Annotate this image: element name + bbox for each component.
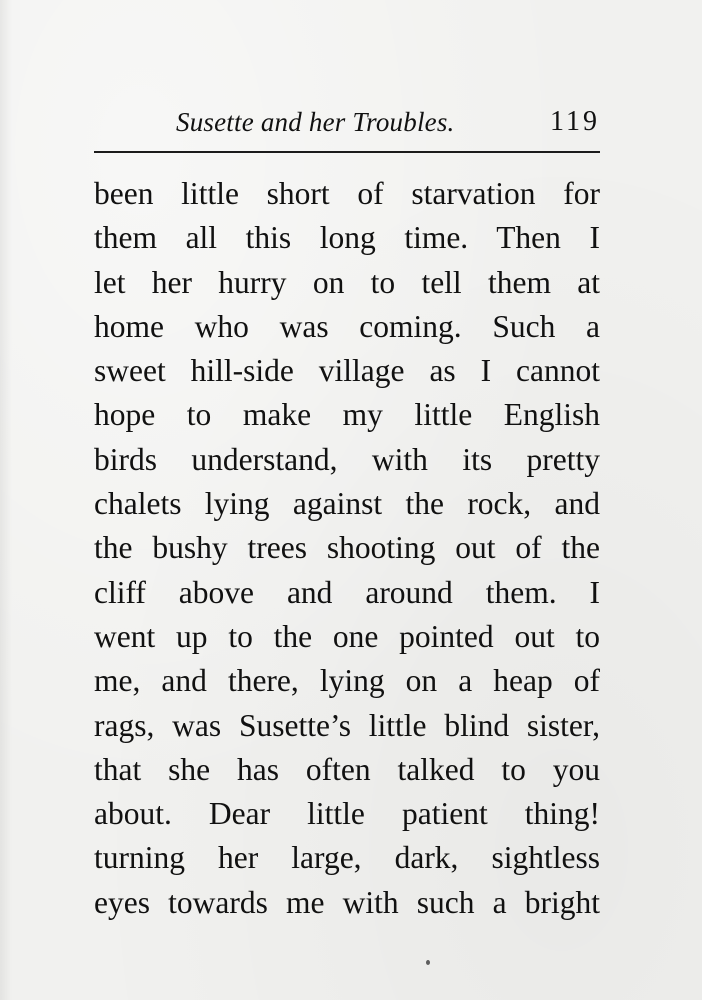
text-line: birds understand, with its pretty	[94, 441, 600, 477]
text-line: about. Dear little patient thing!	[94, 796, 600, 832]
text-line: been little short of starvation for	[94, 176, 600, 211]
text-line: turning her large, dark, sightless	[94, 840, 600, 876]
body-text	[94, 172, 600, 925]
header-rule	[94, 151, 600, 153]
text-line: rags, was Susette’s little blind sister,	[94, 707, 600, 743]
text-line: chalets lying against the rock, and	[94, 486, 600, 522]
text-line: eyes towards me with such a bright	[94, 884, 600, 920]
page-edge-shadow	[0, 0, 12, 1000]
running-title: Susette and her Troubles.	[176, 107, 455, 137]
text-line: sweet hill-side village as I cannot	[94, 353, 600, 389]
text-line: that she has often talked to you	[94, 751, 600, 787]
running-header	[94, 102, 600, 142]
text-line: went up to the one pointed out to	[94, 618, 600, 654]
text-line: let her hurry on to tell them at	[94, 264, 600, 300]
text-line: home who was coming. Such a	[94, 308, 600, 344]
text-line: me, and there, lying on a heap of	[94, 663, 600, 699]
ink-speck	[426, 960, 430, 965]
text-line: hope to make my little English	[94, 397, 600, 433]
text-line: them all this long time. Then I	[94, 220, 600, 256]
text-line: cliff above and around them. I	[94, 574, 600, 610]
text-line: the bushy trees shooting out of the	[94, 530, 600, 566]
page-number: 119	[550, 106, 600, 137]
